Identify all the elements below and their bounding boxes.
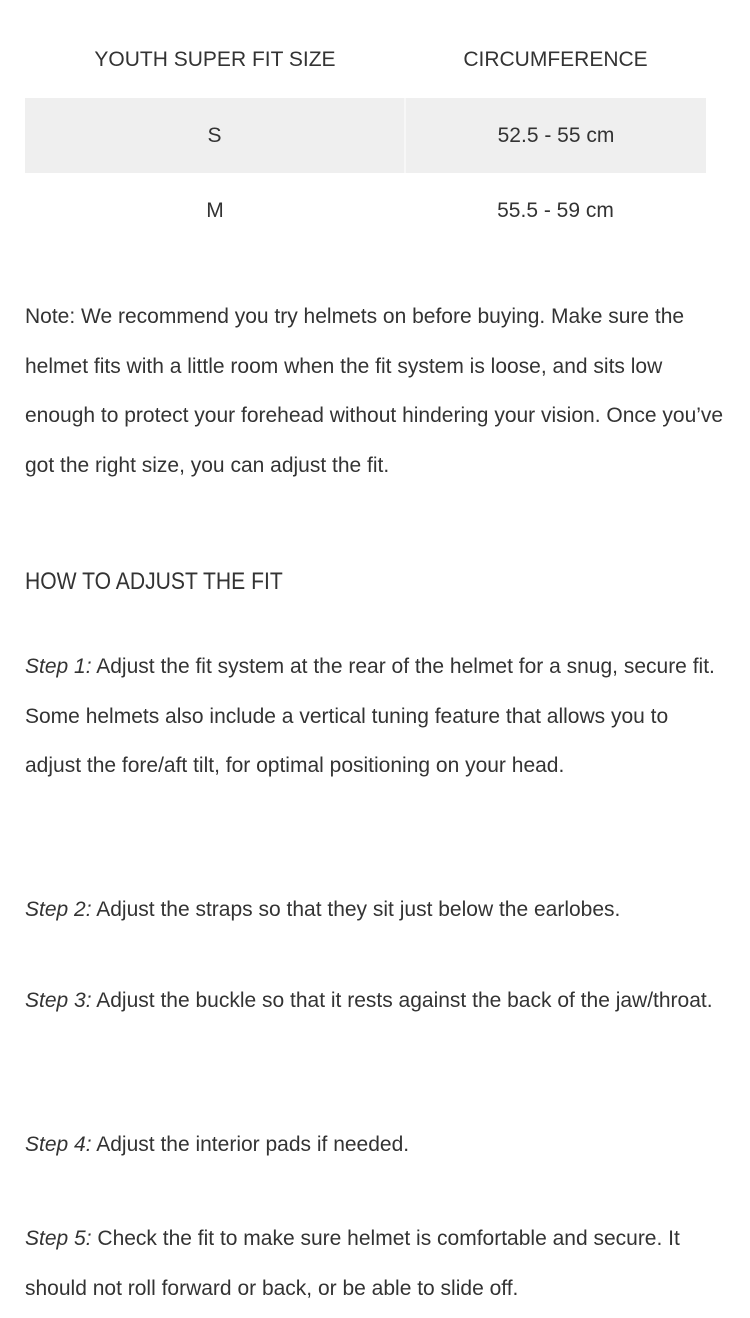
step-2	[25, 885, 725, 935]
step-text: Adjust the straps so that they sit just below the earlobes.	[91, 898, 621, 921]
circumference-cell: 55.5 - 59 cm	[497, 198, 614, 222]
step-4	[25, 1120, 725, 1170]
adjust-fit-heading: HOW TO ADJUST THE FIT	[25, 568, 283, 595]
circumference-column-header: CIRCUMFERENCE	[463, 48, 648, 71]
step-5	[25, 1214, 725, 1313]
note-label: Note:	[25, 305, 76, 328]
step-label: Step 2:	[25, 898, 92, 921]
step-3	[25, 976, 725, 1026]
step-text: Adjust the fit system at the rear of the helmet for a snug, secure fit. Some helmets also include a vertical tuning feature that allows you to adjust the fore/aft tilt, for optimal positioning on your head.	[25, 655, 715, 777]
size-chart-table	[25, 22, 706, 248]
size-cell: S	[25, 98, 405, 173]
step-text: Adjust the interior pads if needed.	[91, 1133, 410, 1156]
step-text: Adjust the buckle so that it rests against the back of the jaw/throat.	[91, 989, 713, 1012]
note-text: We recommend you try helmets on before buying. Make sure the helmet fits with a little room when the fit system is loose, and sits low enough to protect your forehead without hindering your vision. Once you’ve got the right size, you can adjust the fit.	[25, 305, 724, 477]
step-label: Step 5:	[25, 1227, 92, 1250]
step-label: Step 3:	[25, 989, 92, 1012]
step-text: Check the fit to make sure helmet is comfortable and secure. It should not roll forward or back, or be able to slide off.	[25, 1227, 680, 1300]
circumference-cell: 52.5 - 55 cm	[405, 98, 706, 173]
step-label: Step 4:	[25, 1133, 92, 1156]
table-row	[25, 98, 706, 173]
table-header-row	[25, 22, 706, 98]
step-1	[25, 642, 725, 791]
fit-note	[25, 292, 725, 490]
size-cell: M	[206, 198, 224, 222]
step-label: Step 1:	[25, 655, 92, 678]
size-column-header: YOUTH SUPER FIT SIZE	[94, 48, 336, 71]
table-row	[25, 173, 706, 248]
